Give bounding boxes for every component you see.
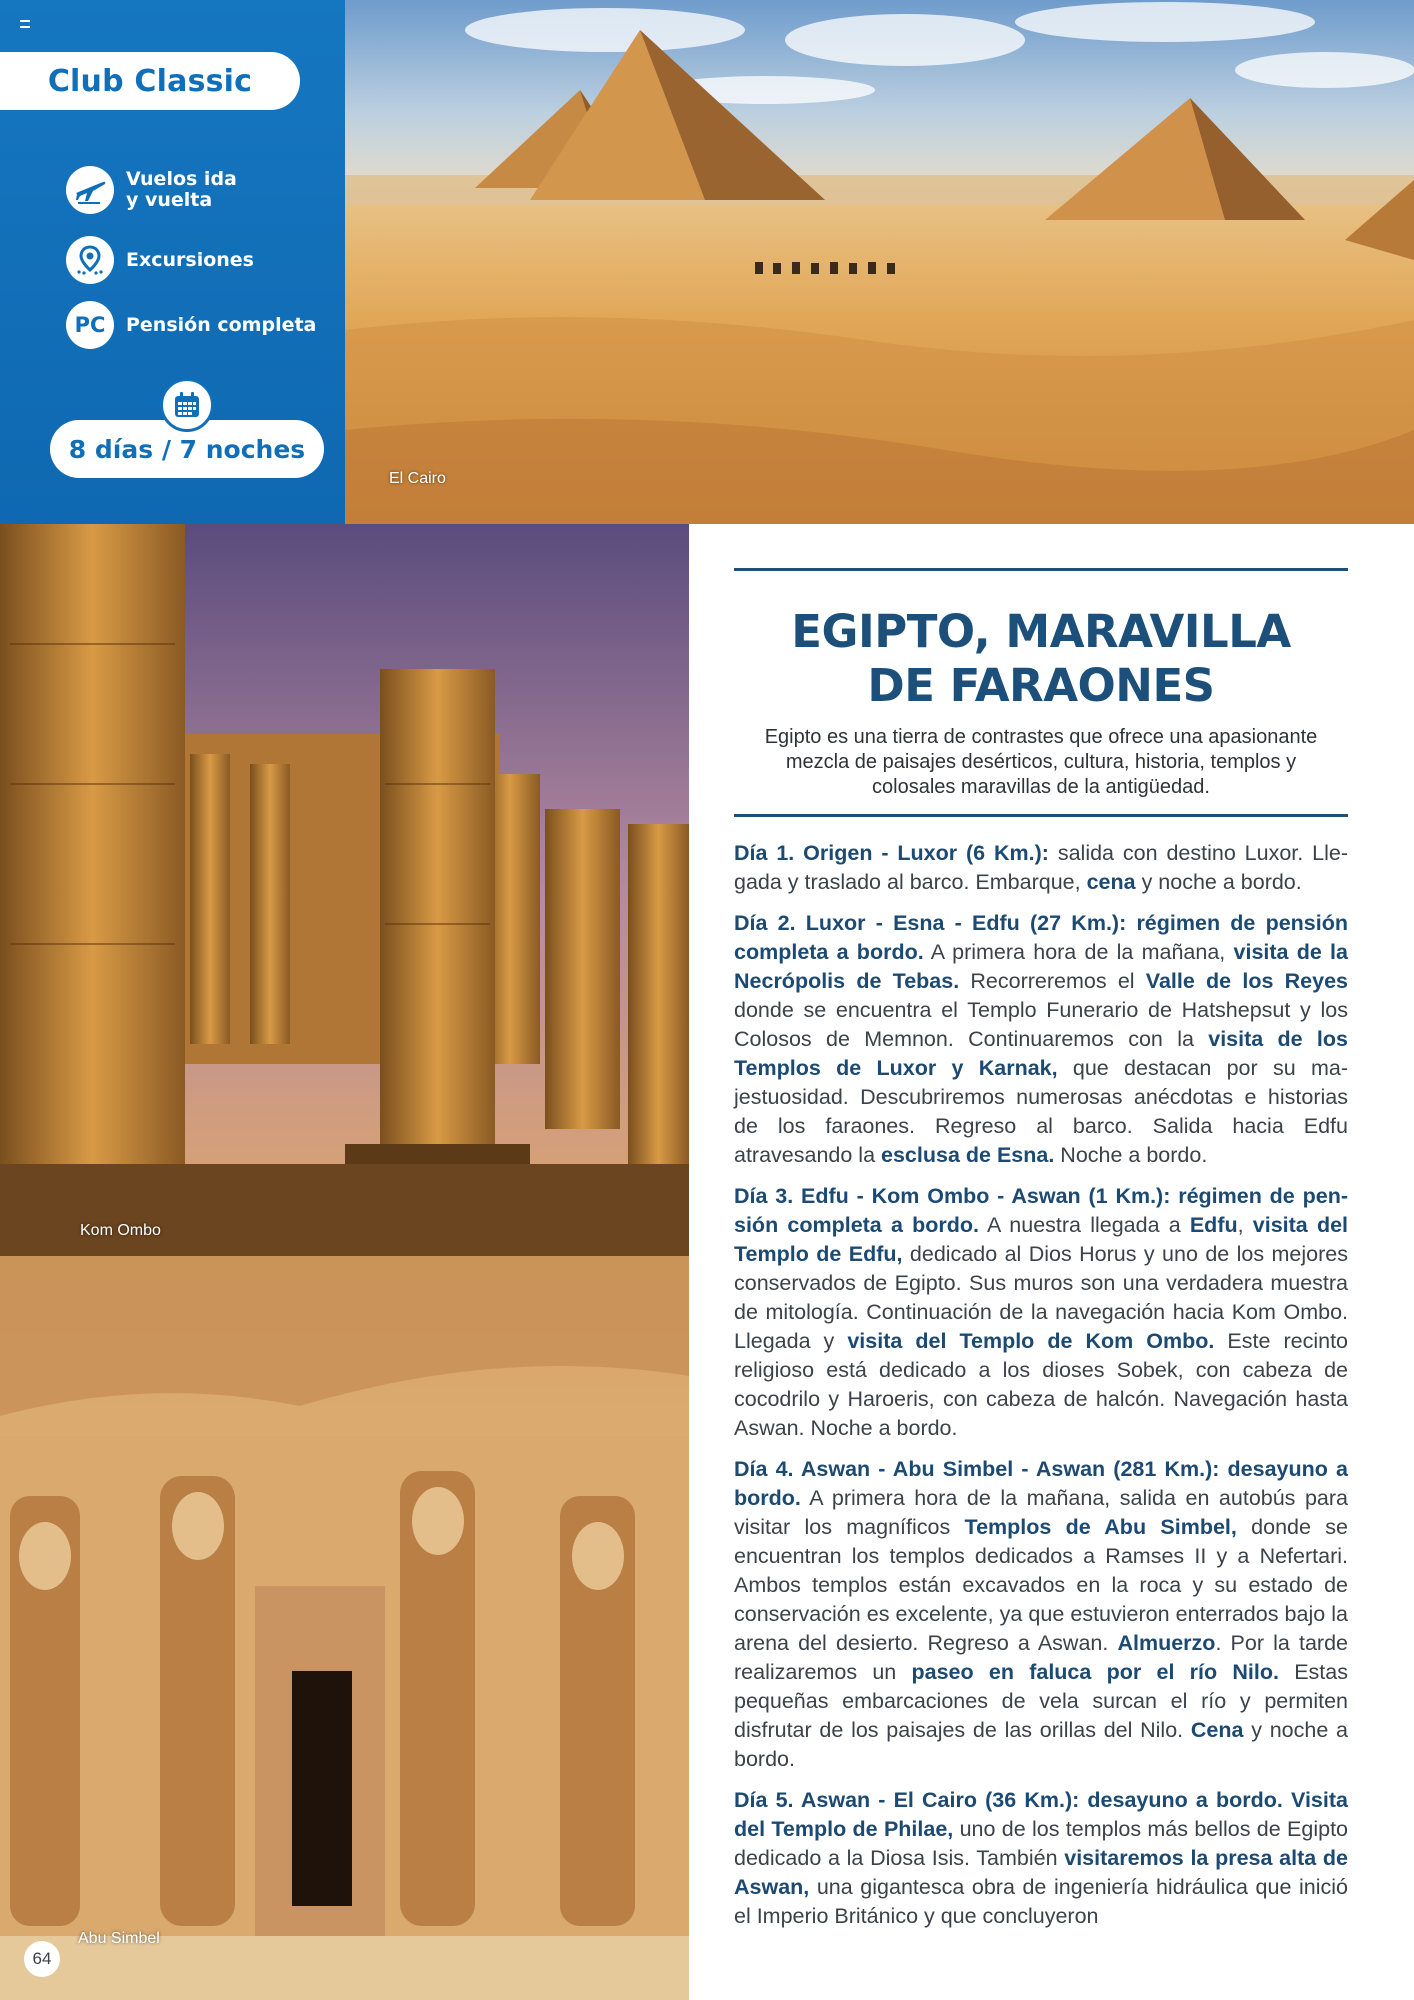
menu-mark-icon [20, 20, 30, 28]
abu-simbel-illustration [0, 1256, 689, 2000]
day-highlight: Templos de Abu Simbel, [964, 1515, 1237, 1539]
day-text: Este recinto religioso está dedicado a los dioses Sobek, con cabeza de cocodrilo y Haroeris, con cabeza de halcón. Navegación hasta Aswan. Noche a bordo. [734, 1329, 1348, 1440]
day-text: y noche a bordo. [1135, 870, 1302, 894]
itinerary-content [734, 568, 1348, 1943]
day-text [1283, 1788, 1291, 1812]
feature-flights [66, 166, 237, 214]
day-text: A primera hora de la mañana, [923, 940, 1234, 964]
day-text: que destacan por su majestuosidad. Descubriremos numerosas anécdotas e historias de los faraones. Regreso al barco. Salida hacia Edfu atravesando la [734, 1056, 1348, 1167]
title-rule-bottom [734, 814, 1348, 817]
feature-full-board [66, 301, 316, 349]
feature-excursions-label: Excursiones [126, 248, 254, 271]
photo-cairo-pyramids [345, 0, 1414, 524]
plane-icon [66, 166, 114, 214]
day-highlight: Edfu [1189, 1213, 1238, 1237]
location-pin-icon [66, 236, 114, 284]
feature-flights-line1: Vuelos ida [126, 168, 237, 190]
temple-columns-illustration [0, 524, 689, 1256]
day-highlight: cena [1086, 870, 1136, 894]
day-text: Estas pequeñas embarcaciones de vela surcan el río y permiten disfrutar de los paisajes de las orillas del Nilo. [734, 1660, 1348, 1742]
day-highlight: Día 1. Origen - Luxor (6 Km.): [734, 841, 1049, 865]
day-highlight: visita de la Necrópolis de Tebas. [734, 940, 1348, 993]
pyramids-illustration [345, 0, 1414, 524]
feature-full-board-label: Pensión completa [126, 313, 317, 336]
day-text: . Por la tarde realizaremos un [734, 1631, 1348, 1684]
itinerary-day-2 [734, 909, 1348, 1170]
feature-flights-line2: y vuelta [126, 189, 213, 211]
day-highlight: Día 2. Luxor - Esna - Edfu (27 Km.): régimen de pensión completa a bordo. [734, 911, 1348, 964]
day-highlight: Día 4. Aswan - Abu Simbel - Aswan (281 Km.): desayuno a bordo. [734, 1457, 1348, 1510]
day-text: dedicado al Dios Horus y uno de los mejores conservados de Egipto. Sus muros son una verdadera muestra de mitología. Continuación de la navegación hacia Kom Ombo. Llegada y [734, 1242, 1348, 1353]
day-text: A primera hora de la mañana, salida en autobús para visitar los magníficos [734, 1486, 1348, 1539]
day-text: donde se encuentran los templos dedicados a Ramses II y a Nefertari. Ambos templos están excavados en la roca y su estado de conservación es excelente, ya que estuvieron enterrados bajo la arena del desierto. Regreso a Aswan. [734, 1515, 1348, 1655]
itinerary-day-4 [734, 1455, 1348, 1774]
day-text: una gigantesca obra de ingeniería hidráulica que inició el Imperio Británico y que concluyeron [734, 1875, 1348, 1928]
day-highlight: visitaremos la presa alta de Aswan, [734, 1846, 1349, 1899]
day-highlight: visita del Templo de Kom Ombo. [847, 1329, 1215, 1353]
day-highlight: Cena [1190, 1718, 1244, 1742]
duration-label: 8 días / 7 noches [50, 420, 324, 478]
day-highlight: visita de los Templos de Luxor y Karnak, [734, 1027, 1348, 1080]
day-highlight: paseo en faluca por el río Nilo. [911, 1660, 1279, 1684]
page-title [734, 605, 1348, 713]
pc-badge-text: PC [74, 313, 106, 337]
day-text: A nuestra llegada a [978, 1213, 1190, 1237]
title-rule-top [734, 568, 1348, 571]
caption-abu-simbel: Abu Simbel [78, 1930, 160, 1947]
day-highlight: Día 3. Edfu - Kom Ombo - Aswan (1 Km.): régimen de pensión completa a bordo. [734, 1184, 1348, 1237]
photo-kom-ombo [0, 524, 689, 1256]
package-sidebar [0, 0, 345, 524]
page-number: 64 [24, 1941, 60, 1977]
caption-kom-ombo: Kom Ombo [80, 1222, 161, 1239]
day-text: Recorreremos el [959, 969, 1146, 993]
calendar-icon [160, 378, 214, 432]
day-highlight: Día 5. Aswan - El Cairo (36 Km.): desayuno a bordo. [734, 1788, 1283, 1812]
day-text: Noche a bordo. [1054, 1143, 1208, 1167]
feature-excursions [66, 236, 254, 284]
day-highlight: Visita del Templo de Philae, [734, 1788, 1348, 1841]
day-highlight: Almuerzo [1117, 1631, 1216, 1655]
itinerary-day-5 [734, 1786, 1348, 1931]
itinerary-days [734, 839, 1348, 1931]
itinerary-day-1 [734, 839, 1348, 897]
intro-text: Egipto es una tierra de contrastes que ofrece una apasionante mezcla de paisajes desérticos, cultura, historia, templos y colosales maravillas de la antigüedad. [764, 726, 1318, 798]
day-text: y noche a bordo. [734, 1718, 1348, 1771]
itinerary-day-3 [734, 1182, 1348, 1443]
day-highlight: Valle de los Reyes [1145, 969, 1348, 993]
day-text: donde se encuentra el Templo Funerario de Hatshepsut y los Colosos de Memnon. Continuaremos con la [734, 998, 1348, 1051]
day-text: , [1237, 1213, 1253, 1237]
pc-badge-icon [66, 301, 114, 349]
day-highlight: visita del Templo de Edfu, [734, 1213, 1349, 1266]
title-line2: DE FARAONES [867, 659, 1215, 712]
brand-label: Club Classic [0, 52, 300, 110]
day-text: uno de los templos más bellos de Egipto dedicado a la Diosa Isis. También [734, 1817, 1349, 1870]
day-text: salida con destino Luxor. Llegada y traslado al barco. Embarque, [734, 841, 1349, 894]
photo-abu-simbel [0, 1256, 689, 2000]
day-highlight: esclusa de Esna. [881, 1143, 1055, 1167]
title-line1: EGIPTO, MARAVILLA [791, 605, 1291, 658]
caption-cairo: El Cairo [389, 470, 446, 487]
